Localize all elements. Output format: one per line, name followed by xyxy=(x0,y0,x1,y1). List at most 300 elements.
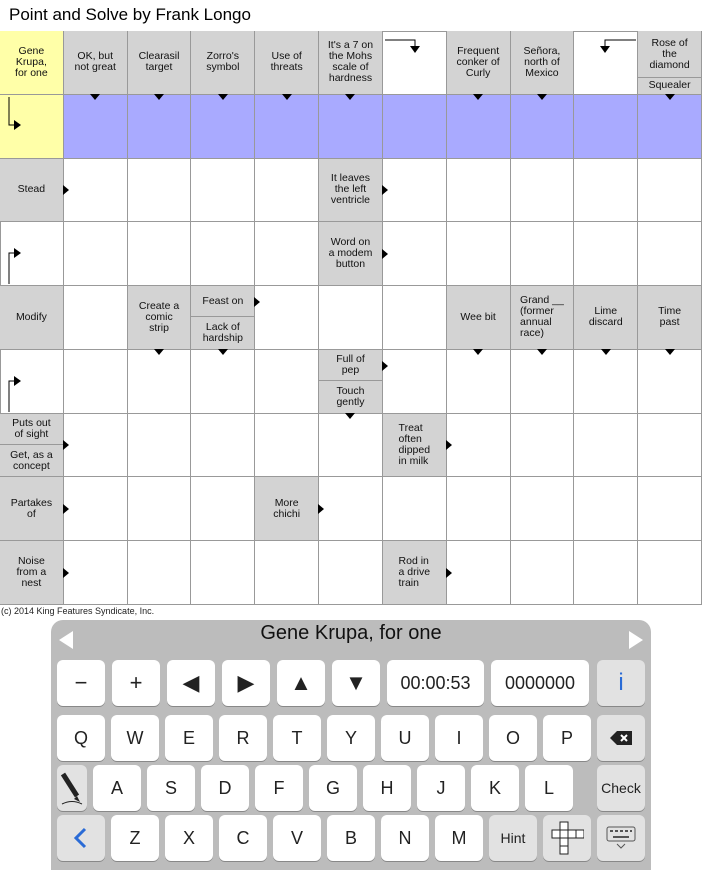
clue-cell[interactable] xyxy=(0,286,64,350)
key-n-label: N xyxy=(398,827,412,848)
arrow-down-icon xyxy=(537,94,547,100)
clue-line: Time xyxy=(658,305,682,318)
answer-cell[interactable] xyxy=(319,95,383,159)
key-a[interactable] xyxy=(93,765,141,811)
key-m[interactable] xyxy=(435,815,483,861)
answer-cell[interactable] xyxy=(638,350,702,414)
answer-cell[interactable] xyxy=(0,222,64,286)
key-l[interactable] xyxy=(525,765,573,811)
clue-line: Feast on xyxy=(202,294,244,307)
answer-cell[interactable] xyxy=(574,95,638,159)
clue-text xyxy=(647,80,693,91)
clue-line: nest xyxy=(21,577,42,590)
answer-cell[interactable] xyxy=(511,350,575,414)
answer-cell[interactable] xyxy=(383,477,447,541)
clue-cell[interactable] xyxy=(0,477,64,541)
answer-cell[interactable] xyxy=(383,159,447,223)
answer-cell[interactable] xyxy=(128,159,192,223)
answer-cell[interactable] xyxy=(319,477,383,541)
timer-display[interactable] xyxy=(387,660,484,706)
clue-text xyxy=(587,306,625,328)
answer-cell[interactable] xyxy=(319,541,383,605)
clue-body[interactable] xyxy=(511,31,574,94)
clue-line: Krupa, xyxy=(15,55,47,68)
answer-cell[interactable] xyxy=(64,350,128,414)
clue-line: for one xyxy=(15,66,48,79)
answer-cell[interactable] xyxy=(191,222,255,286)
key-w-label: W xyxy=(126,727,144,748)
clue-line: strip xyxy=(149,321,169,334)
answer-cell[interactable] xyxy=(255,414,319,478)
clue-line: of xyxy=(27,507,36,520)
clue-text xyxy=(334,354,367,376)
keyboard-panel xyxy=(51,620,651,870)
clue-body[interactable] xyxy=(0,31,63,94)
answer-cell[interactable] xyxy=(638,541,702,605)
arrow-down-icon xyxy=(345,413,355,419)
back-key[interactable] xyxy=(57,815,105,861)
crossword-grid xyxy=(0,31,702,605)
clue-body[interactable] xyxy=(638,286,701,349)
key-g[interactable] xyxy=(309,765,357,811)
clue-text xyxy=(8,450,55,472)
clue-body[interactable] xyxy=(383,414,446,477)
answer-cell[interactable] xyxy=(319,414,383,478)
answer-cell[interactable] xyxy=(64,477,128,541)
answer-cell[interactable] xyxy=(638,159,702,223)
score-display[interactable] xyxy=(491,660,589,706)
key-z[interactable] xyxy=(111,815,159,861)
clue-cell[interactable] xyxy=(0,414,64,478)
zoom-out-button[interactable] xyxy=(57,660,105,706)
arrow-right-icon xyxy=(254,297,260,307)
key-v[interactable] xyxy=(273,815,321,861)
key-i[interactable] xyxy=(435,715,483,761)
clue-cell[interactable] xyxy=(447,286,511,350)
arrow-right-icon xyxy=(63,440,69,450)
clue-line: Get, as a xyxy=(10,448,53,461)
clue-line: diamond xyxy=(649,58,690,71)
clue-text xyxy=(522,46,563,79)
clue-text xyxy=(13,46,50,79)
key-w[interactable] xyxy=(111,715,159,761)
answer-cell[interactable] xyxy=(447,477,511,541)
key-l-label: L xyxy=(543,777,554,798)
answer-cell[interactable] xyxy=(511,95,575,159)
arrow-down-icon xyxy=(537,349,547,355)
key-d-label: D xyxy=(218,777,232,798)
answer-cell[interactable] xyxy=(511,159,575,223)
key-e[interactable] xyxy=(165,715,213,761)
key-k-label: K xyxy=(488,777,501,798)
arrow-right-icon xyxy=(63,185,69,195)
info-button[interactable] xyxy=(597,660,645,706)
answer-cell[interactable] xyxy=(447,414,511,478)
answer-cell[interactable] xyxy=(383,350,447,414)
key-q-label: Q xyxy=(73,727,88,748)
arrow-right-icon xyxy=(446,568,452,578)
answer-cell[interactable] xyxy=(383,95,447,159)
up-button-label: ▲ xyxy=(290,670,312,695)
clue-line: Curly xyxy=(465,66,491,79)
key-s-label: S xyxy=(164,777,177,798)
clue-cell[interactable] xyxy=(255,31,319,95)
arrow-right-icon xyxy=(382,249,388,259)
arrow-right-icon xyxy=(446,440,452,450)
clue-body[interactable] xyxy=(255,477,318,540)
answer-cell[interactable] xyxy=(574,31,638,95)
key-x[interactable] xyxy=(165,815,213,861)
clue-body[interactable] xyxy=(128,31,191,94)
key-o-label: O xyxy=(505,727,520,748)
arrow-down-icon xyxy=(218,349,228,355)
arrow-right-icon xyxy=(382,361,388,371)
clue-cell[interactable] xyxy=(128,286,192,350)
key-k[interactable] xyxy=(471,765,519,811)
answer-cell[interactable] xyxy=(191,159,255,223)
answer-cell[interactable] xyxy=(128,541,192,605)
clue-cell[interactable] xyxy=(0,159,64,223)
clue-bottom-half[interactable] xyxy=(319,381,382,412)
clue-line: the Mohs xyxy=(328,50,373,63)
clue-line: (former xyxy=(520,305,554,318)
key-c-label: C xyxy=(236,827,250,848)
clue-cell[interactable] xyxy=(319,159,383,223)
clue-top-half[interactable] xyxy=(319,350,382,381)
zoom-out-button-label: − xyxy=(74,670,88,695)
answer-cell[interactable] xyxy=(255,222,319,286)
clue-body[interactable] xyxy=(319,159,382,222)
clue-body[interactable] xyxy=(447,286,510,349)
crossword-key[interactable] xyxy=(543,815,591,861)
key-n[interactable] xyxy=(381,815,429,861)
clue-line: discard xyxy=(588,316,623,329)
clue-line: Lack of xyxy=(205,321,240,334)
clue-line: often xyxy=(398,433,422,446)
pencil-key[interactable] xyxy=(57,765,87,811)
answer-cell[interactable] xyxy=(128,95,192,159)
clue-cell[interactable] xyxy=(319,222,383,286)
arrow-down-icon xyxy=(154,94,164,100)
key-v-label: V xyxy=(290,827,303,848)
answer-cell[interactable] xyxy=(191,350,255,414)
answer-cell[interactable] xyxy=(447,541,511,605)
answer-cell[interactable] xyxy=(511,222,575,286)
clue-cell[interactable] xyxy=(0,541,64,605)
key-a-label: A xyxy=(110,777,123,798)
clue-body[interactable] xyxy=(574,286,637,349)
clue-line: Treat xyxy=(398,422,423,435)
key-u[interactable] xyxy=(381,715,429,761)
answer-cell[interactable] xyxy=(191,95,255,159)
clue-line: hardship xyxy=(202,332,243,345)
hint-button[interactable] xyxy=(489,815,537,861)
keyboard-key[interactable] xyxy=(597,815,645,861)
clue-body[interactable] xyxy=(0,541,63,604)
key-j[interactable] xyxy=(417,765,465,811)
clue-cell[interactable] xyxy=(383,541,447,605)
clue-line: It's a 7 on xyxy=(327,39,374,52)
clue-text xyxy=(137,51,182,73)
clue-line: OK, but xyxy=(77,50,114,63)
answer-cell[interactable] xyxy=(255,95,319,159)
answer-cell[interactable] xyxy=(255,159,319,223)
clue-line: train xyxy=(398,577,419,590)
clue-line: hardness xyxy=(328,72,373,85)
clue-text xyxy=(647,38,691,71)
down-button[interactable] xyxy=(332,660,380,706)
clue-body[interactable] xyxy=(319,31,382,94)
answer-cell[interactable] xyxy=(64,222,128,286)
clue-cell[interactable] xyxy=(638,286,702,350)
answer-cell[interactable] xyxy=(574,222,638,286)
answer-cell[interactable] xyxy=(64,541,128,605)
right-button[interactable] xyxy=(222,660,270,706)
zoom-in-button[interactable] xyxy=(112,660,160,706)
clue-cell[interactable] xyxy=(447,31,511,95)
key-j-label: J xyxy=(436,777,446,798)
answer-cell[interactable] xyxy=(383,31,447,95)
clue-line: from a xyxy=(16,566,47,579)
answer-cell[interactable] xyxy=(128,414,192,478)
answer-cell[interactable] xyxy=(0,95,64,159)
left-button[interactable] xyxy=(167,660,215,706)
clue-cell[interactable] xyxy=(0,31,64,95)
clue-text xyxy=(14,312,49,323)
clue-body[interactable] xyxy=(319,222,382,285)
clue-cell[interactable] xyxy=(64,31,128,95)
answer-cell[interactable] xyxy=(638,222,702,286)
clue-body[interactable] xyxy=(64,31,127,94)
answer-cell[interactable] xyxy=(64,286,128,350)
clue-body[interactable] xyxy=(447,31,510,94)
clue-top-half[interactable] xyxy=(638,31,701,78)
clue-line: Grand __ xyxy=(520,294,564,307)
answer-cell[interactable] xyxy=(574,414,638,478)
answer-cell[interactable] xyxy=(255,541,319,605)
answer-cell[interactable] xyxy=(447,95,511,159)
clue-text xyxy=(200,296,245,307)
clue-bottom-half[interactable] xyxy=(0,445,63,476)
arrow-down-icon xyxy=(154,349,164,355)
answer-cell[interactable] xyxy=(128,477,192,541)
answer-cell[interactable] xyxy=(447,350,511,414)
clue-text xyxy=(329,173,372,206)
clue-body[interactable] xyxy=(191,31,254,94)
clue-line: More xyxy=(274,496,299,509)
clue-body[interactable] xyxy=(511,286,574,349)
clue-cell[interactable] xyxy=(383,414,447,478)
key-f[interactable] xyxy=(255,765,303,811)
clue-line: Word on xyxy=(330,236,371,249)
up-button[interactable] xyxy=(277,660,325,706)
info-button-label: i xyxy=(618,669,624,696)
clue-line: gently xyxy=(336,395,365,408)
answer-cell[interactable] xyxy=(574,350,638,414)
answer-cell[interactable] xyxy=(447,159,511,223)
clue-text xyxy=(269,51,305,73)
answer-cell[interactable] xyxy=(64,414,128,478)
key-b[interactable] xyxy=(327,815,375,861)
key-q[interactable] xyxy=(57,715,105,761)
clue-text xyxy=(137,301,181,334)
answer-cell[interactable] xyxy=(511,414,575,478)
clue-line: Noise xyxy=(17,555,45,568)
clue-line: scale of xyxy=(332,61,369,74)
answer-cell[interactable] xyxy=(638,477,702,541)
clue-line: a drive xyxy=(398,566,431,579)
key-d[interactable] xyxy=(201,765,249,811)
answer-cell[interactable] xyxy=(255,286,319,350)
clue-line: of sight xyxy=(14,427,49,440)
clue-top-half[interactable] xyxy=(191,286,254,317)
clue-line: Wee bit xyxy=(460,310,496,323)
answer-cell[interactable] xyxy=(64,159,128,223)
clue-bottom-half[interactable] xyxy=(191,318,254,349)
clue-body[interactable] xyxy=(383,541,446,604)
clue-body[interactable] xyxy=(0,477,63,540)
key-c[interactable] xyxy=(219,815,267,861)
clue-body[interactable] xyxy=(0,159,63,222)
pencil-icon xyxy=(60,771,84,805)
key-h[interactable] xyxy=(363,765,411,811)
arrow-down-icon xyxy=(665,349,675,355)
arrow-down-icon xyxy=(601,349,611,355)
clue-line: race) xyxy=(520,327,544,340)
right-nav-icon[interactable] xyxy=(629,631,643,649)
key-b-label: B xyxy=(344,827,357,848)
current-clue: Gene Krupa, for one xyxy=(260,622,442,644)
clue-text xyxy=(397,556,433,589)
clue-line: the xyxy=(662,47,677,60)
right-button-label: ▶ xyxy=(237,670,255,695)
answer-cell[interactable] xyxy=(511,541,575,605)
clue-text xyxy=(326,40,375,84)
clue-body[interactable] xyxy=(0,286,63,349)
clue-line: Rose of xyxy=(651,36,688,49)
key-t[interactable] xyxy=(273,715,321,761)
clue-line: Squealer xyxy=(648,79,691,92)
left-button-label: ◀ xyxy=(182,670,200,695)
clue-text xyxy=(201,322,245,344)
clue-line: Mexico xyxy=(525,66,559,79)
arrow-right-icon xyxy=(63,568,69,578)
answer-cell[interactable] xyxy=(574,159,638,223)
answer-cell[interactable] xyxy=(447,222,511,286)
key-m-label: M xyxy=(451,827,467,848)
key-u-label: U xyxy=(398,727,412,748)
puzzle-title: Point and Solve by Frank Longo xyxy=(9,5,251,24)
clue-line: in milk xyxy=(398,455,429,468)
clue-line: Clearasil xyxy=(138,50,180,63)
clue-line: symbol xyxy=(206,61,240,74)
clue-line: Gene xyxy=(18,44,45,57)
arrow-down-icon xyxy=(473,349,483,355)
clue-line: Create a xyxy=(138,299,180,312)
answer-cell[interactable] xyxy=(511,477,575,541)
answer-cell[interactable] xyxy=(383,222,447,286)
clue-line: Stead xyxy=(17,183,46,196)
arrow-down-icon xyxy=(665,94,675,100)
key-y[interactable] xyxy=(327,715,375,761)
answer-cell[interactable] xyxy=(255,350,319,414)
check-button[interactable] xyxy=(597,765,645,811)
key-e-label: E xyxy=(182,727,195,748)
key-h-label: H xyxy=(380,777,394,798)
clue-cell[interactable] xyxy=(638,31,702,95)
clue-cell[interactable] xyxy=(319,350,383,414)
check-button-label: Check xyxy=(601,780,641,796)
clue-cell[interactable] xyxy=(319,31,383,95)
answer-cell[interactable] xyxy=(319,286,383,350)
answer-cell[interactable] xyxy=(191,541,255,605)
key-y-label: Y xyxy=(344,727,357,748)
key-o[interactable] xyxy=(489,715,537,761)
arrow-down-icon xyxy=(473,94,483,100)
clue-body[interactable] xyxy=(255,31,318,94)
clue-cell[interactable] xyxy=(574,286,638,350)
answer-cell[interactable] xyxy=(383,286,447,350)
clue-cell[interactable] xyxy=(191,286,255,350)
clue-line: target xyxy=(145,61,173,74)
answer-cell[interactable] xyxy=(574,477,638,541)
answer-cell[interactable] xyxy=(191,477,255,541)
clue-text xyxy=(518,295,566,339)
clue-line: past xyxy=(659,316,680,329)
clue-text xyxy=(10,418,53,440)
clue-text xyxy=(72,51,117,73)
clue-line: Full of xyxy=(336,353,365,366)
clue-line: comic xyxy=(145,310,173,323)
clue-cell[interactable] xyxy=(511,31,575,95)
clue-bar xyxy=(51,620,651,654)
key-r[interactable] xyxy=(219,715,267,761)
answer-cell[interactable] xyxy=(638,95,702,159)
clue-text xyxy=(204,51,241,73)
clue-cell[interactable] xyxy=(191,31,255,95)
clue-text xyxy=(9,498,54,520)
arrow-right-icon xyxy=(382,185,388,195)
crossword-icon xyxy=(550,820,584,856)
answer-cell[interactable] xyxy=(128,350,192,414)
clue-bottom-half[interactable] xyxy=(638,78,701,94)
key-z-label: Z xyxy=(129,827,141,848)
answer-cell[interactable] xyxy=(191,414,255,478)
clue-line: not great xyxy=(74,61,116,74)
clue-cell[interactable] xyxy=(255,477,319,541)
arrow-right-icon xyxy=(63,504,69,514)
clue-cell[interactable] xyxy=(128,31,192,95)
timer-display-label: 00:00:53 xyxy=(400,672,471,693)
backspace-key[interactable] xyxy=(597,715,645,761)
clue-top-half[interactable] xyxy=(0,414,63,445)
answer-cell[interactable] xyxy=(0,350,64,414)
answer-cell[interactable] xyxy=(574,541,638,605)
keyboard-icon xyxy=(606,826,636,850)
key-s[interactable] xyxy=(147,765,195,811)
clue-line: Partakes xyxy=(10,496,53,509)
clue-text xyxy=(16,184,47,195)
answer-cell[interactable] xyxy=(64,95,128,159)
clue-line: button xyxy=(335,258,366,271)
clue-body[interactable] xyxy=(128,286,191,349)
clue-text xyxy=(458,312,497,323)
answer-cell[interactable] xyxy=(638,414,702,478)
arrow-down-icon xyxy=(218,94,228,100)
answer-cell[interactable] xyxy=(128,222,192,286)
clue-cell[interactable] xyxy=(511,286,575,350)
key-p[interactable] xyxy=(543,715,591,761)
